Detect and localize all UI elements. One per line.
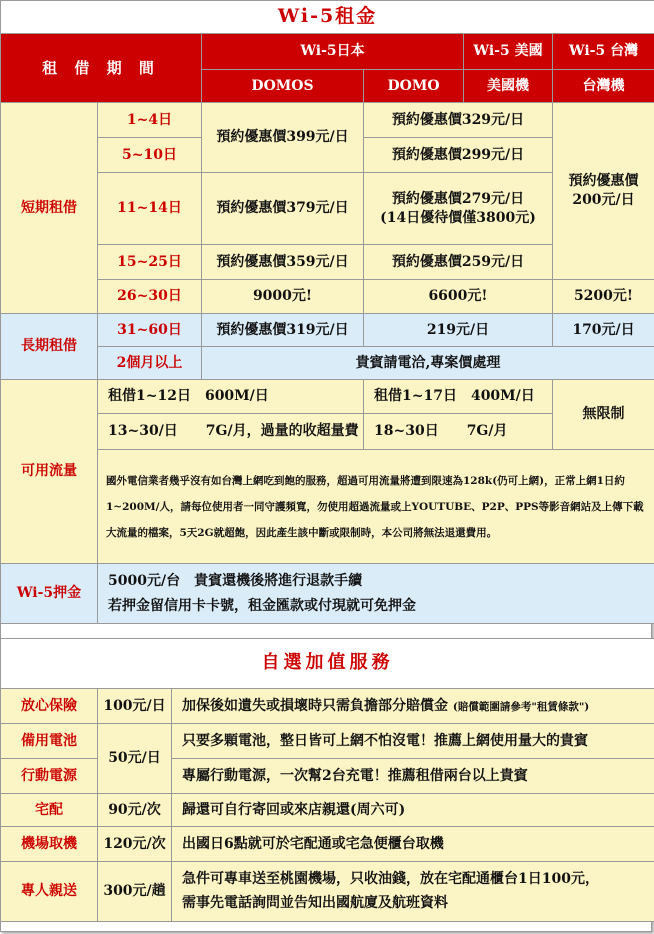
taiwan-usage: 無限制 xyxy=(553,380,654,450)
taiwan-price xyxy=(553,103,654,280)
service-price: 90元/次 xyxy=(98,794,172,827)
service-desc: 歸還可自行寄回或來店親還(周六可) xyxy=(172,794,654,827)
usa-header: Wi-5 美國 xyxy=(464,34,553,70)
domo-price: 219元/日 xyxy=(364,314,553,347)
period-cell: 2個月以上 xyxy=(98,347,202,380)
data-usage-note: 國外電信業者幾乎沒有如台灣上網吃到飽的服務，超過可用流量將遭到限速為128k(仍可上網)，正常上網1日約1~200M/人，請每位使用者一同守護頻寬，勿使用超過流量或上YOUTUBE、P2P、PPS等影音網站及上傳下載大流量的檔案，5天2G就超飽，因此產生該中斷或限制時，本公司將無法退還費用。 xyxy=(98,450,654,564)
service-desc-line1: 急件可專車送至桃園機場，只收油錢，放在宅配通櫃台1日100元， xyxy=(182,870,599,887)
short-term-label: 短期租借 xyxy=(1,103,98,314)
domo-price: 預約優惠價329元/日 xyxy=(364,103,553,138)
period-cell: 31~60日 xyxy=(98,314,202,347)
long-term-label: 長期租借 xyxy=(1,314,98,380)
domo-price: 6600元! xyxy=(364,280,553,314)
deposit-line1: 5000元/台 貴賓還機後將進行退款手續 xyxy=(108,573,363,589)
service-desc: 只要多顆電池，整日皆可上網不怕沒電！推薦上網使用量大的貴賓 xyxy=(172,724,654,759)
service-desc-main: 加保後如遺失或損壞時只需負擔部分賠償金 xyxy=(182,697,448,714)
domo-header: DOMO xyxy=(364,70,464,103)
domo-price-line1: 預約優惠價279元/日 xyxy=(391,190,525,207)
japan-usage-row1: 租借1~12日 600M/日 xyxy=(98,380,364,414)
service-desc: 專屬行動電源，一次幫2台充電！推薦租借兩台以上貴賓 xyxy=(172,759,654,794)
domos-header: DOMOS xyxy=(202,70,364,103)
service-price: 300元/趟 xyxy=(98,862,172,922)
period-cell: 11~14日 xyxy=(98,173,202,245)
service-desc-line2: 需事先電話詢問並告知出國航廈及航班資料 xyxy=(182,894,448,911)
domos-price: 預約優惠價319元/日 xyxy=(202,314,364,347)
services-table xyxy=(0,638,654,922)
deposit-label: Wi-5押金 xyxy=(1,564,98,624)
taiwan-price: 5200元! xyxy=(553,280,654,314)
long-term-note: 貴賓請電洽,專案價處理 xyxy=(202,347,654,380)
domos-price: 9000元! xyxy=(202,280,364,314)
usa-usage-row1: 租借1~17日 400M/日 xyxy=(364,380,553,414)
domos-price: 預約優惠價359元/日 xyxy=(202,245,364,280)
usa-usage-row2: 18~30日 7G/月 xyxy=(364,414,553,450)
taiwan-price: 170元/日 xyxy=(553,314,654,347)
service-name: 宅配 xyxy=(1,794,98,827)
service-name: 放心保險 xyxy=(1,689,98,724)
service-name: 機場取機 xyxy=(1,827,98,862)
data-usage-label: 可用流量 xyxy=(1,380,98,564)
period-cell: 5~10日 xyxy=(98,138,202,173)
service-desc xyxy=(172,862,654,922)
service-price: 120元/次 xyxy=(98,827,172,862)
deposit-info xyxy=(98,564,654,624)
taiwan-header: Wi-5 台灣 xyxy=(553,34,654,70)
services-title: 自選加值服務 xyxy=(1,639,654,689)
service-desc xyxy=(172,689,654,724)
service-desc-small: (賠償範圍請參考"租賃條款") xyxy=(452,700,590,713)
taiwan-price-line1: 預約優惠價 xyxy=(568,173,639,190)
period-cell: 1~4日 xyxy=(98,103,202,138)
service-name: 專人親送 xyxy=(1,862,98,922)
deposit-line2: 若押金留信用卡卡號，租金匯款或付現就可免押金 xyxy=(108,597,416,614)
domo-price: 預約優惠價259元/日 xyxy=(364,245,553,280)
taiwan-device-header: 台灣機 xyxy=(553,70,654,103)
domo-price-line2: (14日優待價僅3800元) xyxy=(380,209,536,226)
service-price: 100元/日 xyxy=(98,689,172,724)
service-desc: 出國日6點就可於宅配通或宅急便櫃台取機 xyxy=(172,827,654,862)
japan-usage-row2: 13~30/日 7G/月，過量的收超量費 xyxy=(98,414,364,450)
taiwan-price-line2: 200元/日 xyxy=(572,192,635,208)
period-cell: 15~25日 xyxy=(98,245,202,280)
service-name: 行動電源 xyxy=(1,759,98,794)
domos-price: 預約優惠價399元/日 xyxy=(202,103,364,173)
domo-price xyxy=(364,173,553,245)
service-name: 備用電池 xyxy=(1,724,98,759)
usa-device-header: 美國機 xyxy=(464,70,553,103)
service-price-shared: 50元/日 xyxy=(98,724,172,794)
domo-price: 預約優惠價299元/日 xyxy=(364,138,553,173)
rental-title: Wi-5租金 xyxy=(1,1,654,34)
period-header: 租 借 期 間 xyxy=(1,34,202,103)
period-cell: 26~30日 xyxy=(98,280,202,314)
japan-header: Wi-5日本 xyxy=(202,34,464,70)
domos-price: 預約優惠價379元/日 xyxy=(202,173,364,245)
